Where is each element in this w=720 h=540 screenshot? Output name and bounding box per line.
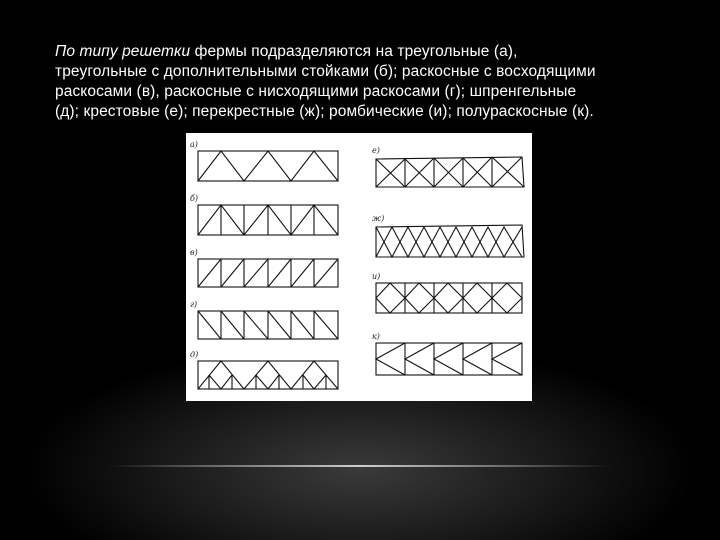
decorative-glow-line — [110, 465, 610, 467]
label-k: к) — [372, 332, 380, 341]
truss-ascending-braces — [198, 259, 338, 287]
truss-types-figure — [186, 133, 532, 401]
label-a: а) — [190, 140, 198, 149]
truss-cross — [376, 157, 524, 187]
truss-descending-braces — [198, 311, 338, 339]
emphasis-phrase: По типу решетки — [55, 43, 191, 60]
label-i: и) — [372, 272, 381, 281]
label-zh: ж) — [372, 214, 385, 223]
label-e: е) — [372, 146, 380, 155]
label-b: б) — [190, 194, 199, 203]
text-line-2: треугольные с дополнительными стойками (б); раскосные с восходящими — [55, 63, 596, 80]
truss-rhombic — [376, 283, 522, 313]
truss-diagrams-svg — [186, 133, 532, 401]
text-line-1-rest: фермы подразделяются на треугольные (а), — [190, 43, 518, 60]
label-d: д) — [190, 350, 199, 359]
slide-body-text — [55, 42, 675, 122]
label-g: г) — [190, 300, 198, 309]
truss-sprengel — [198, 361, 338, 389]
truss-triangular-with-posts — [198, 205, 338, 235]
truss-triangular — [198, 151, 338, 181]
truss-semi-diagonal — [376, 343, 522, 375]
text-line-4: (д); крестовые (е); перекрестные (ж); ромбические (и); полураскосные (к). — [55, 103, 594, 120]
truss-crossed — [376, 225, 524, 257]
label-v: в) — [190, 248, 198, 257]
text-line-3: раскосами (в), раскосные с нисходящими раскосами (г); шпренгельные — [55, 83, 577, 100]
text-line-1 — [55, 42, 675, 62]
